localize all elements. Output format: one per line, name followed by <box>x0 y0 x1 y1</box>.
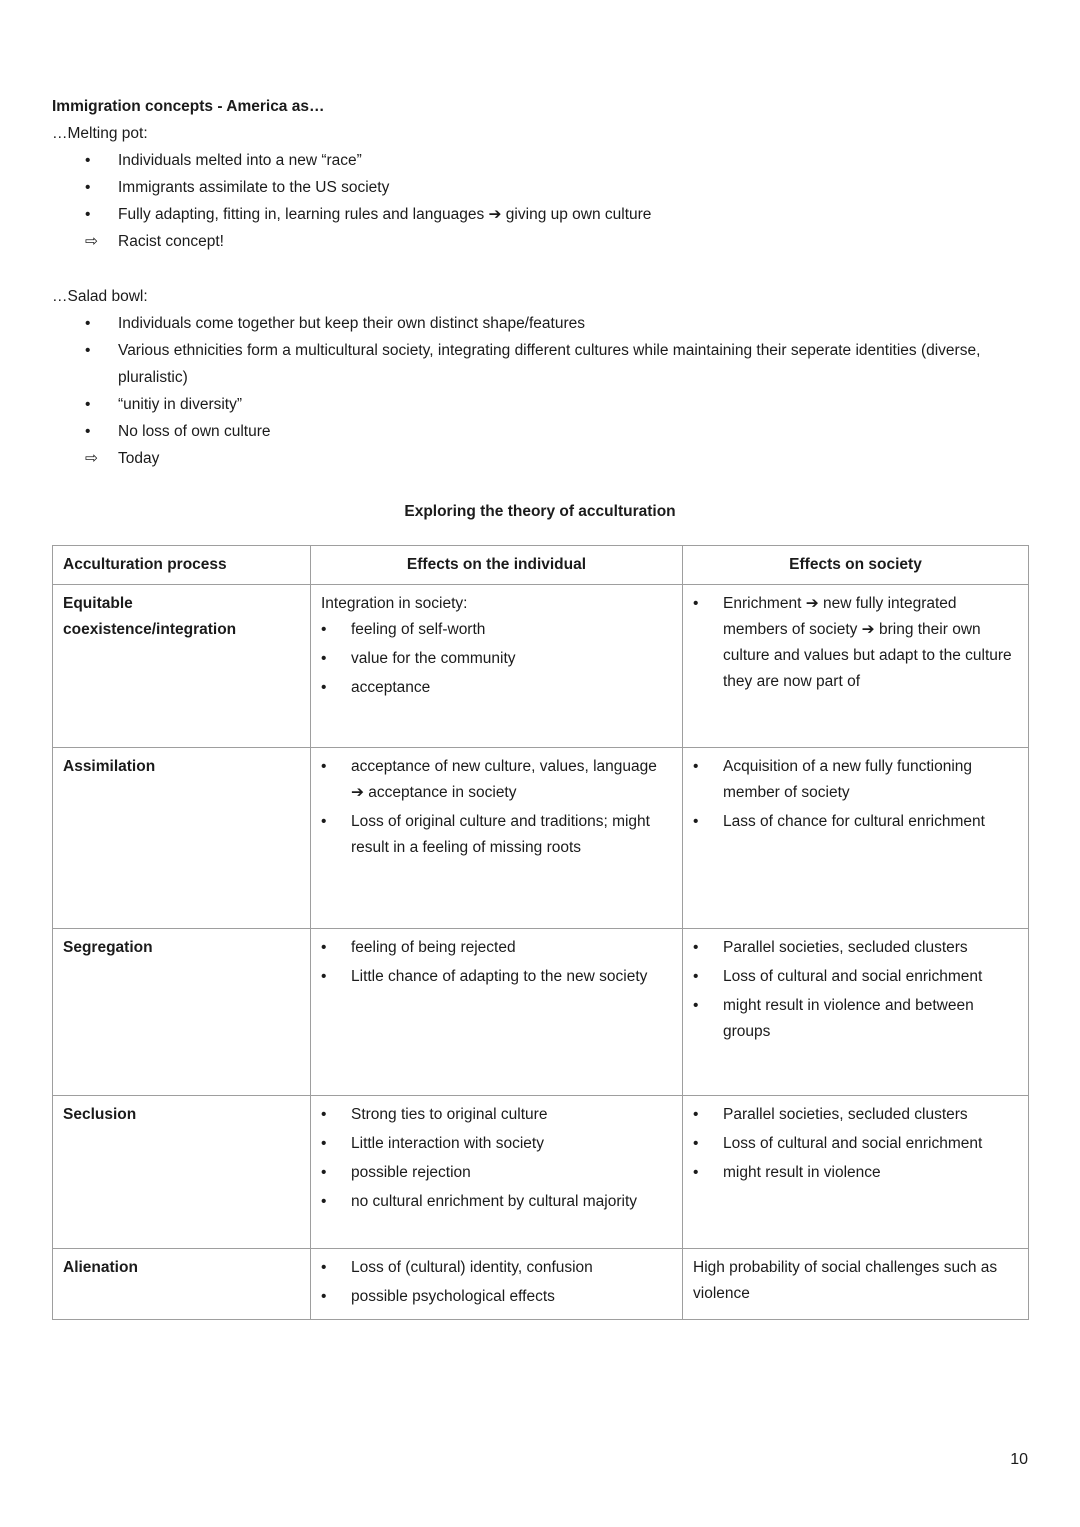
society-cell <box>683 585 1029 748</box>
table-title: Exploring the theory of acculturation <box>404 503 676 520</box>
bullet-icon <box>693 1102 723 1128</box>
arrow-bullet-icon <box>85 445 118 472</box>
bullet-icon <box>321 1131 351 1157</box>
list-item <box>321 646 672 672</box>
list-item-text: acceptance of new culture, values, language ➔ acceptance in society <box>351 758 657 801</box>
bullet-icon <box>693 591 723 695</box>
list-item-text: Loss of cultural and social enrichment <box>723 1135 983 1152</box>
list-item <box>85 201 1028 228</box>
list-item <box>321 1284 672 1310</box>
list-item <box>693 591 1018 695</box>
list-item <box>321 1160 672 1186</box>
process-cell: Seclusion <box>53 1096 311 1249</box>
bullet-icon <box>85 391 118 418</box>
melting-pot-list <box>52 147 1028 255</box>
list-item <box>693 935 1018 961</box>
list-item-text: might result in violence and between groups <box>723 997 974 1040</box>
list-item-text: feeling of being rejected <box>351 939 516 956</box>
bullet-icon <box>321 1255 351 1281</box>
list-item-text: Today <box>118 450 160 467</box>
list-item <box>321 1255 672 1281</box>
list-item <box>321 675 672 701</box>
list-item-text: might result in violence <box>723 1164 881 1181</box>
page-number: 10 <box>1010 1451 1028 1468</box>
list-item-text: Little chance of adapting to the new society <box>351 968 648 985</box>
list-item <box>321 1102 672 1128</box>
col-header-individual: Effects on the individual <box>311 546 683 585</box>
list-item <box>321 617 672 643</box>
document-content <box>52 93 1028 1320</box>
list-item <box>693 1131 1018 1157</box>
list-item-text: feeling of self-worth <box>351 621 486 638</box>
bullet-icon <box>85 147 118 174</box>
individual-cell <box>311 929 683 1096</box>
table-row-integration <box>53 585 1029 748</box>
process-cell: Equitable coexistence/integration <box>53 585 311 748</box>
cell-list <box>693 591 1018 695</box>
bullet-icon <box>321 1160 351 1186</box>
bullet-icon <box>321 1189 351 1215</box>
individual-cell <box>311 1249 683 1320</box>
bullet-icon <box>321 754 351 806</box>
bullet-icon <box>321 1284 351 1310</box>
list-item-text: Immigrants assimilate to the US society <box>118 179 390 196</box>
society-cell <box>683 748 1029 929</box>
individual-cell <box>311 748 683 929</box>
list-item <box>693 964 1018 990</box>
cell-list <box>321 1102 672 1215</box>
society-cell <box>683 1096 1029 1249</box>
list-item-text: possible psychological effects <box>351 1288 555 1305</box>
doc-title: Immigration concepts - America as… <box>52 98 325 115</box>
society-cell <box>683 929 1029 1096</box>
list-item-text: Loss of (cultural) identity, confusion <box>351 1259 593 1276</box>
table-row-assimilation <box>53 748 1029 929</box>
list-item <box>693 809 1018 835</box>
salad-bowl-list <box>52 310 1028 472</box>
bullet-icon <box>693 809 723 835</box>
list-item-text: Parallel societies, secluded clusters <box>723 1106 968 1123</box>
bullet-icon <box>85 418 118 445</box>
list-item <box>321 809 672 861</box>
list-item-text: Enrichment ➔ new fully integrated members of society ➔ bring their own culture and values but adapt to the culture they are now part of <box>723 595 1012 690</box>
individual-cell <box>311 585 683 748</box>
bullet-icon <box>321 617 351 643</box>
bullet-icon <box>693 1131 723 1157</box>
list-item-text: Individuals come together but keep their own distinct shape/features <box>118 315 585 332</box>
cell-list <box>321 754 672 861</box>
cell-list <box>321 935 672 990</box>
list-item <box>693 993 1018 1045</box>
list-item <box>85 337 1028 391</box>
list-item <box>85 418 1028 445</box>
list-item <box>321 964 672 990</box>
bullet-icon <box>85 201 118 228</box>
list-item-text: Acquisition of a new fully functioning member of society <box>723 758 973 801</box>
list-item-text: Strong ties to original culture <box>351 1106 548 1123</box>
bullet-icon <box>693 993 723 1045</box>
bullet-icon <box>321 809 351 861</box>
process-cell: Segregation <box>53 929 311 1096</box>
cell-list <box>693 1102 1018 1186</box>
society-cell <box>683 1249 1029 1320</box>
cell-list <box>693 754 1018 835</box>
list-item <box>85 310 1028 337</box>
process-cell: Alienation <box>53 1249 311 1320</box>
list-item-text: “unitiy in diversity” <box>118 396 243 413</box>
arrow-bullet-icon <box>85 228 118 255</box>
process-cell: Assimilation <box>53 748 311 929</box>
bullet-icon <box>321 1102 351 1128</box>
bullet-icon <box>693 935 723 961</box>
acculturation-table <box>52 545 1029 1320</box>
bullet-icon <box>321 646 351 672</box>
bullet-icon <box>321 675 351 701</box>
spacer <box>52 255 1028 283</box>
list-item <box>321 935 672 961</box>
list-item <box>693 1160 1018 1186</box>
table-row-alienation <box>53 1249 1029 1320</box>
list-item-text: Loss of original culture and traditions; might result in a feeling of missing roots <box>351 813 650 856</box>
bullet-icon <box>85 174 118 201</box>
list-item <box>85 391 1028 418</box>
bullet-icon <box>85 337 118 391</box>
list-item-text: Loss of cultural and social enrichment <box>723 968 983 985</box>
list-item-text: Little interaction with society <box>351 1135 544 1152</box>
col-header-society: Effects on society <box>683 546 1029 585</box>
bullet-icon <box>321 964 351 990</box>
list-item <box>321 754 672 806</box>
table-header-row <box>53 546 1029 585</box>
bullet-icon <box>85 310 118 337</box>
list-item-text: possible rejection <box>351 1164 471 1181</box>
table-row-segregation <box>53 929 1029 1096</box>
list-item-text: Racist concept! <box>118 233 224 250</box>
bullet-icon <box>693 754 723 806</box>
list-item-text: Lass of chance for cultural enrichment <box>723 813 985 830</box>
list-item-text: Parallel societies, secluded clusters <box>723 939 968 956</box>
salad-bowl-heading: …Salad bowl: <box>52 288 148 305</box>
bullet-icon <box>693 964 723 990</box>
melting-pot-heading: …Melting pot: <box>52 125 148 142</box>
cell-list <box>321 1255 672 1310</box>
list-item <box>85 445 1028 472</box>
list-item <box>693 1102 1018 1128</box>
list-item-text: Various ethnicities form a multicultural society, integrating different cultures while maintaining their seperate identities (diverse, pluralistic) <box>118 342 981 386</box>
individual-cell <box>311 1096 683 1249</box>
bullet-icon <box>321 935 351 961</box>
list-item-text: value for the community <box>351 650 516 667</box>
cell-list <box>321 617 672 701</box>
list-item <box>321 1131 672 1157</box>
list-item-text: acceptance <box>351 679 431 696</box>
cell-text: High probability of social challenges such as violence <box>693 1259 998 1302</box>
table-row-seclusion <box>53 1096 1029 1249</box>
cell-list <box>693 935 1018 1045</box>
list-item <box>321 1189 672 1215</box>
list-item <box>693 754 1018 806</box>
list-item-text: Individuals melted into a new “race” <box>118 152 362 169</box>
list-item-text: No loss of own culture <box>118 423 271 440</box>
list-item-text: Fully adapting, fitting in, learning rules and languages ➔ giving up own culture <box>118 206 652 223</box>
list-item <box>85 147 1028 174</box>
list-item <box>85 228 1028 255</box>
cell-intro: Integration in society: <box>321 595 468 612</box>
bullet-icon <box>693 1160 723 1186</box>
col-header-process: Acculturation process <box>53 546 311 585</box>
list-item-text: no cultural enrichment by cultural majority <box>351 1193 638 1210</box>
list-item <box>85 174 1028 201</box>
